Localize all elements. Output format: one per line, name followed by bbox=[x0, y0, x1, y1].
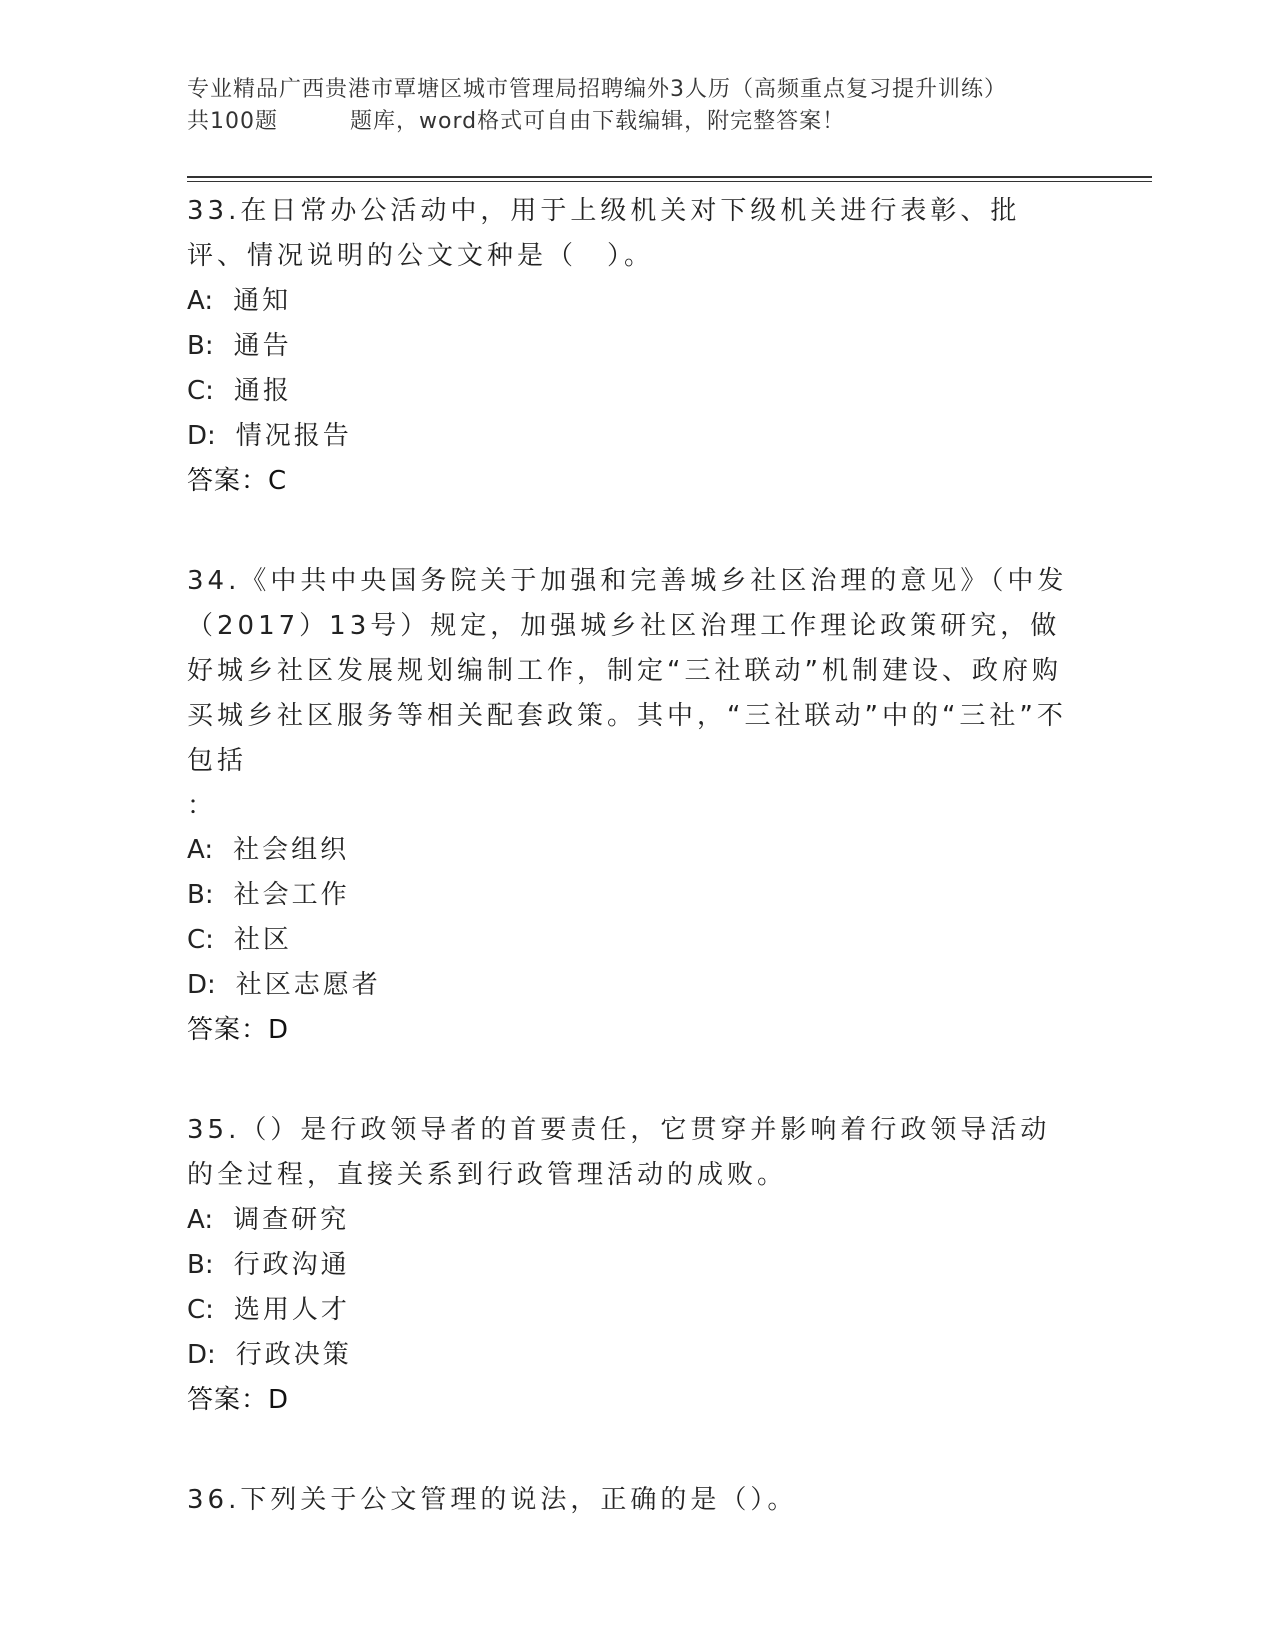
header-divider-thick bbox=[187, 176, 1152, 178]
option-text: 社区 bbox=[233, 925, 292, 955]
option-d bbox=[187, 963, 1077, 1008]
option-a bbox=[187, 279, 1077, 324]
option-text: 调查研究 bbox=[233, 1205, 350, 1235]
answer-value: D bbox=[268, 1015, 290, 1045]
option-a bbox=[187, 828, 1077, 873]
option-letter: C: bbox=[187, 1295, 214, 1325]
question-item bbox=[187, 1478, 1077, 1523]
answer-label: 答案： bbox=[187, 466, 269, 496]
option-c bbox=[187, 369, 1077, 414]
option-text: 社会工作 bbox=[233, 880, 350, 910]
option-text: 行政沟通 bbox=[233, 1250, 350, 1280]
option-text: 通报 bbox=[233, 376, 292, 406]
option-letter: C: bbox=[187, 925, 214, 955]
option-text: 通知 bbox=[233, 286, 292, 316]
question-text: 33.在日常办公活动中，用于上级机关对下级机关进行表彰、批评、情况说明的公文文种是（ ）。 bbox=[187, 196, 1021, 271]
question-text: 36.下列关于公文管理的说法，正确的是（）。 bbox=[187, 1485, 798, 1515]
option-letter: D: bbox=[187, 970, 216, 1000]
document-header bbox=[187, 74, 1087, 138]
option-text: 行政决策 bbox=[235, 1340, 352, 1370]
option-letter: B: bbox=[187, 880, 214, 910]
answer-value: C bbox=[268, 466, 288, 496]
option-text: 选用人才 bbox=[233, 1295, 350, 1325]
question-item bbox=[187, 189, 1077, 504]
option-letter: D: bbox=[187, 1340, 216, 1370]
option-text: 社会组织 bbox=[233, 835, 350, 865]
question-list bbox=[187, 189, 1077, 1523]
answer-line bbox=[187, 459, 1077, 504]
option-a bbox=[187, 1198, 1077, 1243]
option-b bbox=[187, 324, 1077, 369]
option-text: 通告 bbox=[233, 331, 292, 361]
option-b bbox=[187, 1243, 1077, 1288]
option-letter: B: bbox=[187, 331, 214, 361]
option-text: 社区志愿者 bbox=[235, 970, 381, 1000]
option-c bbox=[187, 1288, 1077, 1333]
header-description: 题库，word格式可自由下载编辑，附完整答案！ bbox=[350, 109, 846, 134]
answer-value: D bbox=[268, 1385, 290, 1415]
option-letter: A: bbox=[187, 286, 214, 316]
option-letter: C: bbox=[187, 376, 214, 406]
option-letter: A: bbox=[187, 1205, 214, 1235]
option-letter: D: bbox=[187, 421, 216, 451]
question-text: 35.（）是行政领导者的首要责任，它贯穿并影响着行政领导活动的全过程，直接关系到行政管理活动的成败。 bbox=[187, 1115, 1051, 1190]
question-text: 34.《中共中央国务院关于加强和完善城乡社区治理的意见》（中发（2017）13号）规定，加强城乡社区治理工作理论政策研究，做好城乡社区发展规划编制工作，制定“三社联动”机制建设、政府购买城乡社区服务等相关配套政策。其中，“三社联动”中的“三社”不包括 bbox=[187, 566, 1068, 776]
answer-line bbox=[187, 1008, 1077, 1053]
header-subtitle-line bbox=[187, 106, 1087, 138]
option-d bbox=[187, 414, 1077, 459]
answer-label: 答案： bbox=[187, 1015, 269, 1045]
header-divider-thin bbox=[187, 181, 1152, 182]
question-trailing-colon: ： bbox=[187, 791, 214, 821]
option-text: 情况报告 bbox=[235, 421, 352, 451]
header-title-line: 专业精品广西贵港市覃塘区城市管理局招聘编外3人历（高频重点复习提升训练） bbox=[187, 77, 1007, 102]
option-b bbox=[187, 873, 1077, 918]
answer-line bbox=[187, 1378, 1077, 1423]
header-question-count: 共100题 bbox=[187, 109, 278, 134]
question-item bbox=[187, 1108, 1077, 1423]
option-d bbox=[187, 1333, 1077, 1378]
option-letter: A: bbox=[187, 835, 214, 865]
question-item bbox=[187, 559, 1077, 1053]
option-letter: B: bbox=[187, 1250, 214, 1280]
option-c bbox=[187, 918, 1077, 963]
answer-label: 答案： bbox=[187, 1385, 269, 1415]
